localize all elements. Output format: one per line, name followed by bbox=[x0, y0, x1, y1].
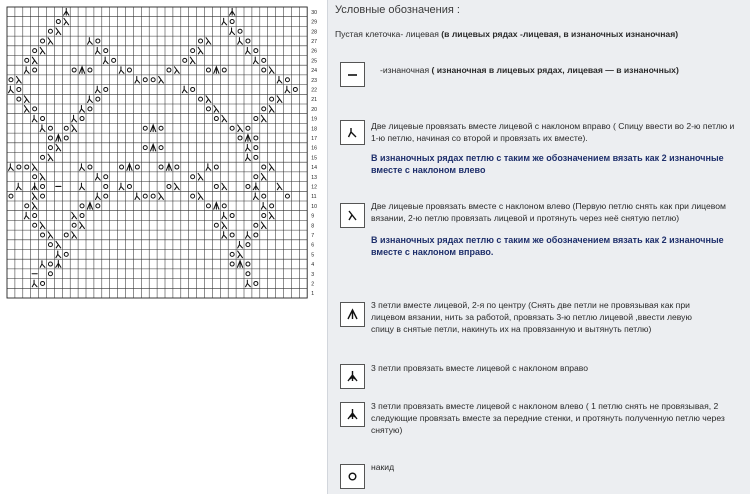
legend-k2-left-line2: вязании, 2-ю петлю провязать лицевой и протянуть через неё снятую петлю) bbox=[371, 213, 680, 223]
legend-k3-left-line1: 3 петли провязать вместе лицевой с наклоном влево ( 1 петлю снять не провязывая, 2 bbox=[371, 401, 719, 411]
row-number: 29 bbox=[311, 19, 317, 26]
row-number: 14 bbox=[311, 165, 317, 172]
legend-empty-cell-text bbox=[335, 29, 678, 41]
row-number: 7 bbox=[311, 232, 315, 239]
legend-k2-right-note1: В изнаночных рядах петлю с таким же обозначением вязать как 2 изнаночные bbox=[371, 153, 724, 163]
row-number: 13 bbox=[311, 174, 317, 181]
legend-k3-center-line3: спицу в снятые петли, накинуть их на провязанную и вытянуть петлю) bbox=[371, 324, 652, 334]
row-number: 20 bbox=[311, 106, 317, 113]
row-number: 2 bbox=[311, 281, 315, 288]
row-number: 16 bbox=[311, 145, 317, 152]
legend-k3-left-line3: снятую) bbox=[371, 425, 403, 435]
legend-k3-left-line2: следующие провязать вместе за передние стенки, и протянуть полученную петлю через bbox=[371, 413, 725, 423]
legend-panel bbox=[327, 0, 750, 494]
k3-right-lean-icon bbox=[342, 366, 363, 387]
legend-k2-right-note2: вместе с наклоном влево bbox=[371, 165, 486, 175]
chart-grid bbox=[0, 0, 330, 310]
legend-empty-cell-plain: Пустая клеточка- лицевая bbox=[335, 29, 439, 39]
row-number: 6 bbox=[311, 242, 315, 249]
legend-k2-left-note1: В изнаночных рядах петлю с таким же обозначением вязать как 2 изнаночные bbox=[371, 235, 724, 245]
legend-k3-right-line1: 3 петли провязать вместе лицевой с наклоном вправо bbox=[371, 363, 589, 373]
row-number: 8 bbox=[311, 223, 315, 230]
row-number: 3 bbox=[311, 271, 315, 278]
legend-k2-right-line2: 1-ю петлю, начиная со второй и провязать их вместе). bbox=[371, 133, 588, 143]
purl-symbol-box bbox=[340, 62, 365, 87]
row-number: 15 bbox=[311, 155, 317, 162]
legend-empty-cell-bold: (в лицевых рядах -лицевая, в изнаночных изнаночная) bbox=[441, 29, 679, 39]
row-number: 21 bbox=[311, 97, 317, 104]
yarn-over-circle-icon bbox=[342, 466, 363, 487]
legend-k2-right-line1: Две лицевые провязать вместе лицевой с наклоном вправо ( Спицу ввести во 2-ю петлю и bbox=[371, 121, 735, 131]
legend-k2-left-line1: Две лицевые провязать вместе с наклоном влево (Первую петлю снять как при лицевом bbox=[371, 201, 726, 211]
legend-k3-center-line1: 3 петли вместе лицевой, 2-я по центру (Снять две петли не провязывая как при bbox=[371, 300, 690, 310]
k2-right-symbol-box bbox=[340, 120, 365, 145]
k2-right-lean-icon bbox=[342, 122, 363, 143]
legend-k2-left-note2: вместе с наклоном вправо. bbox=[371, 247, 494, 257]
legend-title: Условные обозначения : bbox=[335, 4, 460, 16]
k3-left-lean-icon bbox=[342, 404, 363, 425]
row-number: 18 bbox=[311, 126, 317, 133]
row-number: 17 bbox=[311, 135, 317, 142]
row-number: 28 bbox=[311, 29, 317, 36]
k2-left-lean-icon bbox=[342, 205, 363, 226]
legend-purl-text bbox=[380, 65, 679, 77]
row-number: 12 bbox=[311, 184, 317, 191]
row-number: 22 bbox=[311, 87, 317, 94]
k3-left-symbol-box bbox=[340, 402, 365, 427]
legend-purl-plain: -изнаночная bbox=[380, 65, 430, 75]
row-number: 9 bbox=[311, 213, 315, 220]
row-number: 10 bbox=[311, 203, 317, 210]
row-number: 23 bbox=[311, 77, 317, 84]
legend-k3-center-line2: лицевом вязании, нить за работой, провязать 3-ю петлю лицевой ,ввести левую bbox=[371, 312, 692, 322]
row-number: 25 bbox=[311, 58, 317, 65]
k3-center-symbol-box bbox=[340, 302, 365, 327]
row-number: 30 bbox=[311, 9, 317, 16]
yarn-over-symbol-box bbox=[340, 464, 365, 489]
row-number: 24 bbox=[311, 68, 317, 75]
row-number: 5 bbox=[311, 252, 315, 259]
legend-purl-bold: ( изнаночная в лицевых рядах, лицевая — в изнаночных) bbox=[431, 65, 679, 75]
knitting-chart bbox=[0, 0, 330, 310]
legend-yarn-over-line1: накид bbox=[371, 462, 395, 472]
row-number: 4 bbox=[311, 262, 315, 269]
row-number: 11 bbox=[311, 194, 317, 201]
k3-right-symbol-box bbox=[340, 364, 365, 389]
row-number: 27 bbox=[311, 38, 317, 45]
purl-dash-icon bbox=[342, 64, 363, 85]
k2-left-symbol-box bbox=[340, 203, 365, 228]
row-number: 26 bbox=[311, 48, 317, 55]
row-number: 19 bbox=[311, 116, 317, 123]
row-number: 1 bbox=[311, 291, 315, 298]
k3-center-icon bbox=[342, 304, 363, 325]
